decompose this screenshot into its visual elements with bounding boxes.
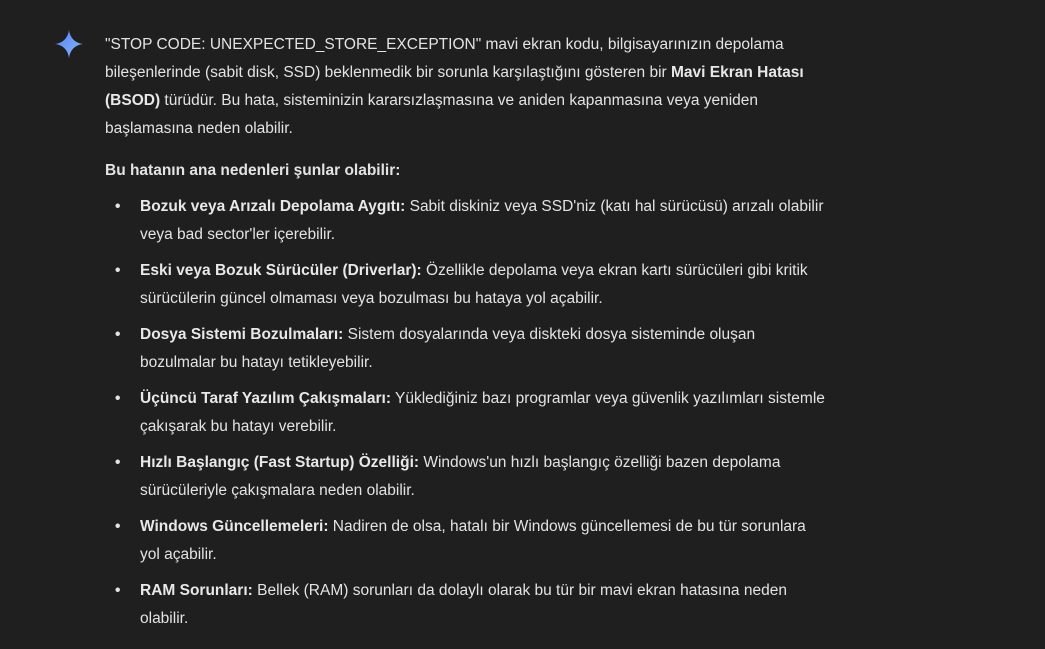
bullet: •: [115, 198, 121, 215]
assistant-response: [105, 31, 825, 641]
bullet: •: [115, 326, 121, 343]
list-item: [105, 513, 825, 569]
list-item-text: Nadiren de olsa, hatalı bir Windows güncellemesi de bu tür sorunlara yol açabilir.: [140, 518, 806, 563]
bullet: •: [115, 518, 121, 535]
list-item-title: Bozuk veya Arızalı Depolama Aygıtı:: [140, 198, 406, 215]
gemini-sparkle-icon: [54, 29, 84, 59]
causes-heading: Bu hatanın ana nedenleri şunlar olabilir:: [105, 162, 401, 179]
list-item-title: Üçüncü Taraf Yazılım Çakışmaları:: [140, 390, 391, 407]
intro-paragraph: [105, 31, 825, 143]
list-item-text: Özellikle depolama veya ekran kartı sürücüleri gibi kritik sürücülerin güncel olmaması veya bozulması bu hataya yol açabilir.: [140, 262, 808, 307]
list-item: [105, 321, 825, 377]
list-item: [105, 385, 825, 441]
list-item-text: Sabit diskiniz veya SSD'niz (katı hal sürücüsü) arızalı olabilir veya bad sector'ler içerebilir.: [140, 198, 824, 243]
list-item-title: Eski veya Bozuk Sürücüler (Driverlar):: [140, 262, 422, 279]
list-item-text: Sistem dosyalarında veya diskteki dosya sisteminde oluşan bozulmalar bu hatayı tetikleyebilir.: [140, 326, 756, 371]
list-item: [105, 257, 825, 313]
bullet: •: [115, 390, 121, 407]
list-item-text: Bellek (RAM) sorunları da dolaylı olarak bu tür bir mavi ekran hatasına neden olabilir.: [140, 582, 787, 627]
list-item-title: Hızlı Başlangıç (Fast Startup) Özelliği:: [140, 454, 420, 471]
bullet: •: [115, 454, 121, 471]
intro-text-1: "STOP CODE: UNEXPECTED_STORE_EXCEPTION" mavi ekran kodu, bilgisayarınızın depolama bileşenlerinde (sabit disk, SSD) beklenmedik bir sorunla karşılaştığını gösteren bir: [105, 36, 784, 81]
list-item-title: Windows Güncellemeleri:: [140, 518, 329, 535]
list-item: [105, 577, 825, 633]
bullet: •: [115, 582, 121, 599]
list-item-title: RAM Sorunları:: [140, 582, 253, 599]
list-item-title: Dosya Sistemi Bozulmaları:: [140, 326, 344, 343]
list-item-text: Windows'un hızlı başlangıç özelliği bazen depolama sürücüleriyle çakışmalara neden olabilir.: [140, 454, 781, 499]
list-item-text: Yüklediğiniz bazı programlar veya güvenlik yazılımları sistemle çakışarak bu hatayı verebilir.: [140, 390, 825, 435]
list-item: [105, 449, 825, 505]
bullet: •: [115, 262, 121, 279]
intro-text-2: türüdür. Bu hata, sisteminizin kararsızlaşmasına ve aniden kapanmasına veya yeniden başlamasına neden olabilir.: [105, 92, 759, 137]
intro-bold: Mavi Ekran Hatası (BSOD): [105, 64, 804, 109]
causes-list: [105, 193, 825, 633]
list-item: [105, 193, 825, 249]
